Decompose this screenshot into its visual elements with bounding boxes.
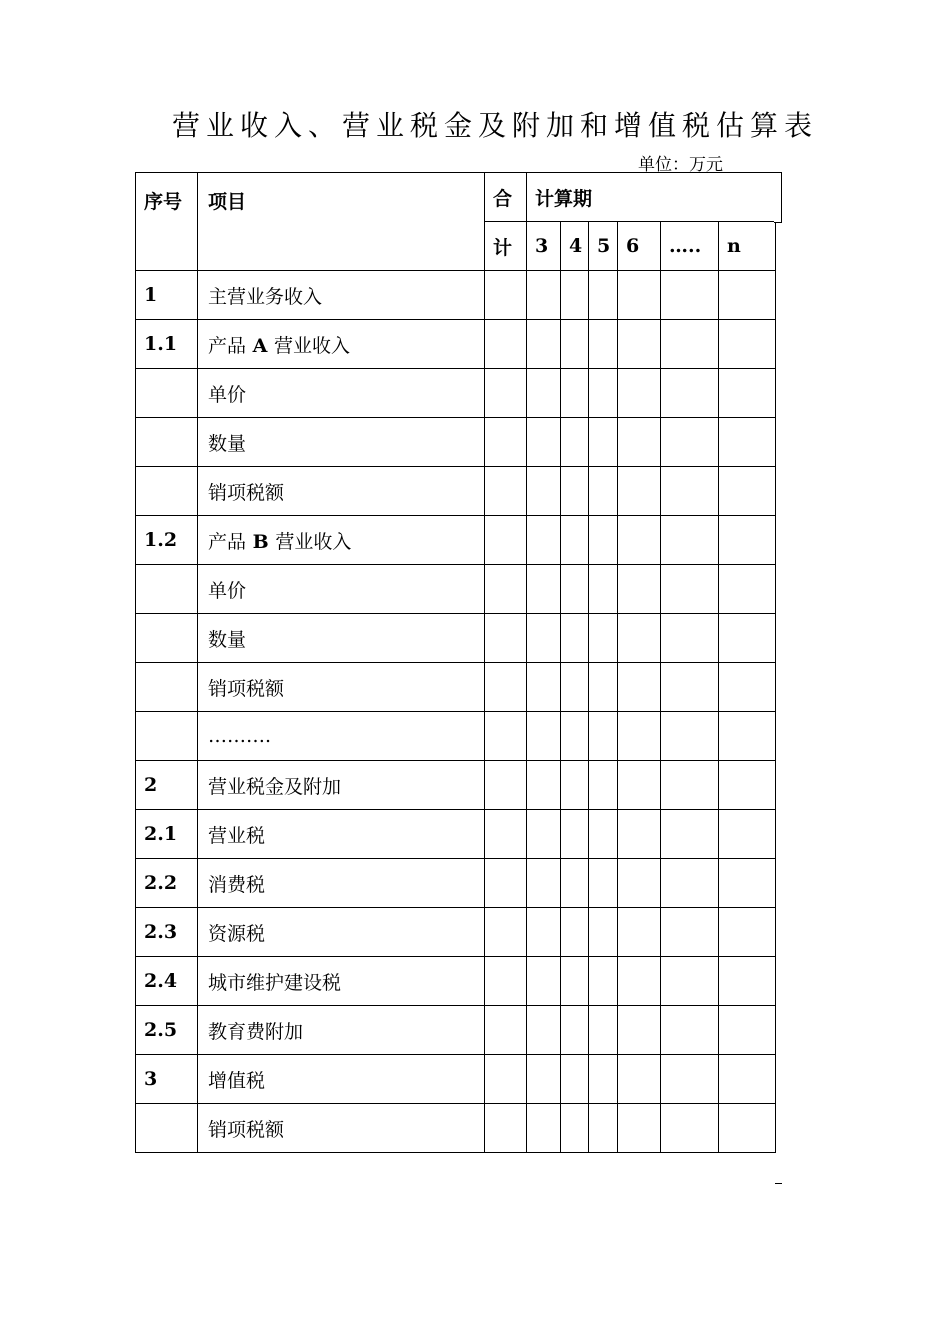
row-item: 城市维护建设税 [198,957,485,1006]
value-cell [561,369,589,418]
value-cell [561,516,589,565]
value-cell [589,761,618,810]
table-row [136,369,776,418]
value-cell [618,320,661,369]
value-cell [561,859,589,908]
row-seq: 2.4 [136,957,198,1006]
row-item: 教育费附加 [198,1006,485,1055]
value-cell [485,418,527,467]
value-cell [661,1055,719,1104]
value-cell [561,565,589,614]
value-cell [589,320,618,369]
value-cell [589,614,618,663]
value-cell [661,908,719,957]
row-seq: 2.2 [136,859,198,908]
value-cell [719,614,776,663]
value-cell [485,369,527,418]
value-cell [589,859,618,908]
value-cell [618,957,661,1006]
table-row [136,663,776,712]
value-cell [661,320,719,369]
table-row [136,761,776,810]
value-cell [561,908,589,957]
row-seq: 2.5 [136,1006,198,1055]
value-cell [527,810,561,859]
value-cell [527,418,561,467]
row-seq: 1.2 [136,516,198,565]
row-item: 营业税金及附加 [198,761,485,810]
table-row [136,1104,776,1153]
header-period-col: ….. [661,222,719,271]
value-cell [527,271,561,320]
value-cell [527,1006,561,1055]
header-row-1 [136,173,776,222]
row-seq [136,467,198,516]
table-row [136,467,776,516]
value-cell [561,1104,589,1153]
value-cell [589,663,618,712]
value-cell [485,271,527,320]
row-seq: 1.1 [136,320,198,369]
value-cell [527,1104,561,1153]
value-cell [719,369,776,418]
value-cell [527,712,561,761]
row-item: ………. [198,712,485,761]
value-cell [527,908,561,957]
value-cell [527,467,561,516]
value-cell [719,1006,776,1055]
value-cell [485,1055,527,1104]
row-item: 销项税额 [198,467,485,516]
value-cell [661,467,719,516]
value-cell [561,663,589,712]
value-cell [485,516,527,565]
row-item: 销项税额 [198,1104,485,1153]
value-cell [485,761,527,810]
table-row [136,908,776,957]
header-total-top: 合 [485,173,527,222]
value-cell [485,810,527,859]
value-cell [527,369,561,418]
value-cell [485,908,527,957]
value-cell [561,712,589,761]
value-cell [561,761,589,810]
table-row [136,810,776,859]
table-row [136,1006,776,1055]
value-cell [589,712,618,761]
value-cell [661,614,719,663]
row-item: 增值税 [198,1055,485,1104]
value-cell [719,418,776,467]
row-seq: 2 [136,761,198,810]
value-cell [561,418,589,467]
value-cell [618,271,661,320]
value-cell [485,859,527,908]
value-cell [719,761,776,810]
value-cell [561,1055,589,1104]
row-seq [136,614,198,663]
value-cell [485,663,527,712]
value-cell [561,320,589,369]
value-cell [589,1104,618,1153]
value-cell [719,1055,776,1104]
value-cell [561,810,589,859]
value-cell [527,516,561,565]
value-cell [719,712,776,761]
row-item: 数量 [198,614,485,663]
value-cell [618,1104,661,1153]
unit-label: 单位：万元 [638,155,723,175]
value-cell [618,810,661,859]
row-item: 产品 A 营业收入 [198,320,485,369]
value-cell [485,712,527,761]
row-seq [136,712,198,761]
row-seq: 2.3 [136,908,198,957]
header-item: 项目 [198,173,485,271]
value-cell [527,565,561,614]
value-cell [661,369,719,418]
row-seq: 2.1 [136,810,198,859]
value-cell [527,320,561,369]
value-cell [661,663,719,712]
value-cell [618,369,661,418]
value-cell [661,810,719,859]
value-cell [589,1006,618,1055]
value-cell [661,1006,719,1055]
value-cell [661,859,719,908]
value-cell [618,614,661,663]
value-cell [589,418,618,467]
value-cell [719,320,776,369]
row-seq [136,663,198,712]
table-row [136,271,776,320]
row-item: 主营业务收入 [198,271,485,320]
value-cell [485,320,527,369]
value-cell [661,565,719,614]
header-period: 计算期 [527,173,776,222]
table-row [136,712,776,761]
value-cell [561,467,589,516]
value-cell [485,1104,527,1153]
value-cell [661,957,719,1006]
row-seq [136,565,198,614]
table-tail-mark [775,1183,782,1184]
value-cell [527,1055,561,1104]
value-cell [618,712,661,761]
value-cell [485,957,527,1006]
value-cell [618,859,661,908]
value-cell [661,761,719,810]
value-cell [485,565,527,614]
value-cell [719,516,776,565]
value-cell [485,1006,527,1055]
table-row [136,418,776,467]
period-header-extension [774,172,782,223]
value-cell [527,614,561,663]
value-cell [527,957,561,1006]
row-item: 数量 [198,418,485,467]
table-row [136,957,776,1006]
value-cell [618,418,661,467]
row-item: 资源税 [198,908,485,957]
header-period-col: 6 [618,222,661,271]
table-row [136,859,776,908]
header-period-col: n [719,222,776,271]
row-item: 单价 [198,565,485,614]
value-cell [719,467,776,516]
value-cell [719,859,776,908]
value-cell [589,1055,618,1104]
table-row [136,565,776,614]
value-cell [527,663,561,712]
table-row [136,1055,776,1104]
value-cell [589,957,618,1006]
header-total-bottom: 计 [485,222,527,271]
value-cell [589,810,618,859]
header-period-col: 3 [527,222,561,271]
value-cell [618,908,661,957]
row-item: 营业税 [198,810,485,859]
value-cell [561,271,589,320]
value-cell [589,565,618,614]
value-cell [661,516,719,565]
table-row [136,614,776,663]
value-cell [589,908,618,957]
value-cell [618,565,661,614]
value-cell [719,810,776,859]
value-cell [561,957,589,1006]
row-item: 单价 [198,369,485,418]
value-cell [618,1055,661,1104]
header-seq: 序号 [136,173,198,271]
row-item: 产品 B 营业收入 [198,516,485,565]
header-period-col: 5 [589,222,618,271]
value-cell [719,271,776,320]
value-cell [589,369,618,418]
value-cell [485,467,527,516]
header-period-col: 4 [561,222,589,271]
page-title: 营业收入、营业税金及附加和增值税估算表 [171,109,818,142]
value-cell [661,271,719,320]
value-cell [719,1104,776,1153]
value-cell [719,908,776,957]
estimate-table [135,172,776,1153]
table-row [136,516,776,565]
row-item: 消费税 [198,859,485,908]
value-cell [618,467,661,516]
value-cell [527,761,561,810]
row-seq: 1 [136,271,198,320]
value-cell [719,565,776,614]
value-cell [561,1006,589,1055]
value-cell [719,663,776,712]
value-cell [561,614,589,663]
table-row [136,320,776,369]
value-cell [661,712,719,761]
value-cell [618,516,661,565]
row-seq [136,369,198,418]
value-cell [661,1104,719,1153]
value-cell [527,859,561,908]
value-cell [589,467,618,516]
row-seq [136,418,198,467]
value-cell [485,614,527,663]
value-cell [618,761,661,810]
row-seq: 3 [136,1055,198,1104]
value-cell [618,1006,661,1055]
value-cell [589,271,618,320]
value-cell [618,663,661,712]
row-seq [136,1104,198,1153]
value-cell [719,957,776,1006]
value-cell [661,418,719,467]
row-item: 销项税额 [198,663,485,712]
value-cell [589,516,618,565]
